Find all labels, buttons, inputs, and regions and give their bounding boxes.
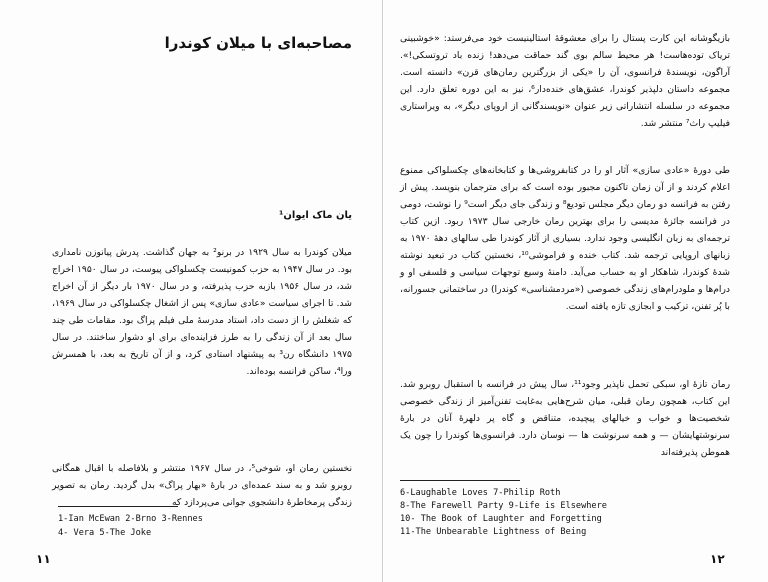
page-number: ۱۱ <box>36 552 51 566</box>
footnote-line: 4- Vera 5-The Joke <box>58 528 152 538</box>
body-paragraph: رمان تازهٔ او، سبکی تحمل ناپذیر وجود¹¹، سال پیش در فرانسه با استقبال روبرو شد. این کتاب، همچون رمان قبلی، میان شرح‌هایی به‌غایت تفنن‌آمیز از زندگی خصوصی شخصیت‌ها و خواب و خیالهای پیچیده، متناقض و گاه پر دلهرهٔ آنان در بارهٔ سرنوشتهایشان — و همه سرنوشت ها — نوسان دارد. فرانسوی‌ها کوندرا را چون یک هموطن پذیرفته‌اند <box>400 379 731 458</box>
chapter-title: مصاحبه‌ای با میلان کوندرا <box>164 34 352 52</box>
body-paragraph: میلان کوندرا به سال ۱۹۲۹ در برنو² به جهان گذاشت. پدرش پیانوزن نامداری بود. در سال ۱۹۴۷ به حزب کمونیست چکسلواکی پیوست، در سال ۱۹۵۰ اخراج شد، در سال ۱۹۵۶ بازبه حزب پذیرفته، و در سال ۱۹۷۰ بار دیگر از آن اخراج شد. تا اجرای سیاست «عادی سازی» پس از اشغال چکسلواکی در سال ۱۹۶۹، که شغلش را از دست داد، استاد مدرسهٔ ملی فیلم پراگ بود. مقامات طی چند سال بعد از آن زندگی را به طرز فزاینده‌ای برای او دشوار ساختند. در سال ۱۹۷۵ دانشگاه رن³ به پیشنهاد استادی کرد، و از آن تاریخ به بعد، با همسرش ورا⁴، ساکن فرانسه بوده‌اند. <box>52 247 352 377</box>
footnote-line: 11-The Unbearable Lightness of Being <box>400 527 587 537</box>
footnote-line: 10- The Book of Laughter and Forgetting <box>400 514 602 524</box>
footnote-line: 6-Laughable Loves 7-Philip Roth <box>400 488 561 498</box>
author-name: یان ماک ایوان¹ <box>279 210 352 221</box>
right-page <box>384 0 768 582</box>
body-paragraph: طی دورهٔ «عادی سازی» آثار او را در کتابفروشی‌ها و کتابخانه‌های چکسلواکی ممنوع اعلام کردند و از آن زمان تاکنون مجبور بوده است که برای مترجمان بنویسد. پیش از رفتن به فرانسه دو رمان دیگر مجلس تودیع⁸ و زندگی جای دیگر است⁹ را نوشت، دومی در فرانسه جائزهٔ مدیسی را برای بهترین رمان خارجی سال ۱۹۷۳ ربود. ازین کتاب ترجمه‌ای به زبان انگلیسی وجود ندارد. بسیاری از آثار کوندرا طی سالهای دههٔ ۱۹۷۰ به زبانهای اروپایی ترجمه شد. کتاب خنده و فراموشی¹⁰، نخستین کتاب در تبعید نوشته شدهٔ کوندرا، شاهکار او به حساب می‌آید. دامنهٔ وسیع توجهات سیاسی و فلسفی او و درام‌ها و ملودرام‌های زندگی خصوصی («مردمشناسی» کوندرا) در ساختمانی جسورانه، با پُر تفنن، ترکیب و ابجازی تازه یافته است. <box>400 165 730 312</box>
footnote-line: 1-Ian McEwan 2-Brno 3-Rennes <box>58 514 203 524</box>
footnote-divider <box>58 506 178 507</box>
left-page <box>0 0 383 582</box>
body-paragraph: بازیگوشانه این کارت پستال را برای معشوقهٔ استالینیست خود می‌فرستد: «خوشبینی تریاک توده‌هاست! هر محیط سالم بوی گند حماقت می‌دهد! زنده باد تروتسکی!». آراگون، نویسندهٔ فرانسوی، آن را «یکی از بزرگترین رمان‌های قرن» دانسته است. مجموعه داستان دلپذیر کوندرا، عشق‌های خنده‌دار⁶، نیز به این دوره تعلق دارد. این مجموعه در سلسله انتشاراتی زیر عنوان «نویسندگانی از اروپای دیگر»، به ویراستاری فیلیپ راث⁷ منتشر شد. <box>400 33 730 129</box>
footnote-line: 8-The Farewell Party 9-Life is Elsewhere <box>400 501 607 511</box>
page-number: ۱۲ <box>710 552 725 566</box>
body-paragraph: نخستین رمان او، شوخی⁵، در سال ۱۹۶۷ منتشر و بلافاصله با اقبال همگانی روبرو شد و به سند عمده‌ای در بارهٔ «بهار پراگ» بدل گردید. رمان به تصویر زندگی پرمخاطرهٔ دانشجوی جوانی می‌پردازد که <box>52 463 353 508</box>
footnote-divider <box>400 480 520 481</box>
